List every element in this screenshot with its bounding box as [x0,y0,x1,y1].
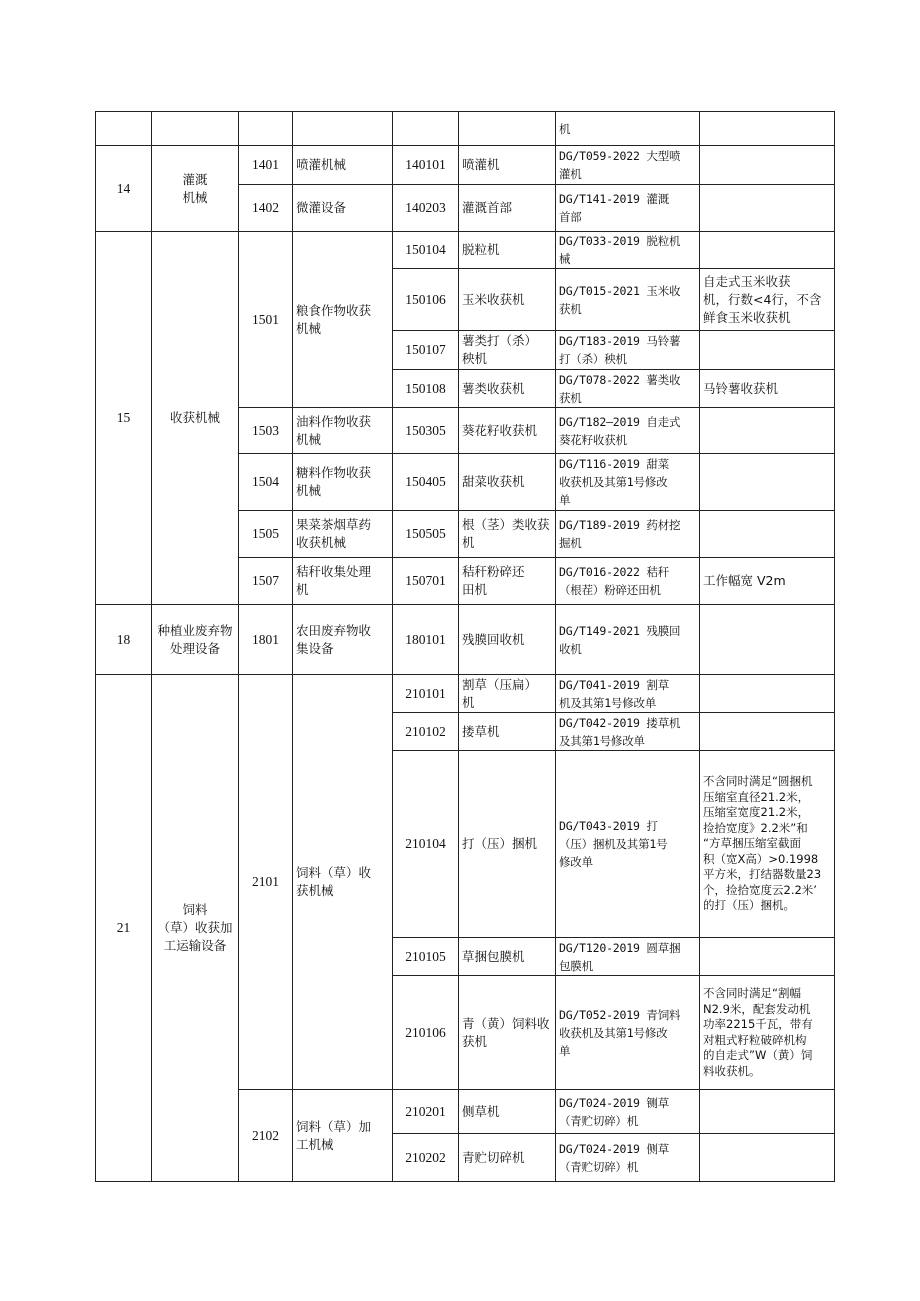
table-cell-standard: 机 [555,111,700,146]
table-cell-note [699,407,835,454]
table-cell-item-name: 喷灌机 [458,145,556,185]
table-cell-note [699,604,835,675]
table-cell-note [699,111,835,146]
table-cell-item-name: 搂草机 [458,712,556,751]
table-cell-standard: DG/T120-2019 圆草捆 包膜机 [555,937,700,976]
table-cell-item-name: 侧草机 [458,1089,556,1134]
table-cell-note: 马铃薯收获机 [699,369,835,408]
table-cell-sub-name: 油料作物收获 机械 [292,407,393,454]
table-cell-sub-code: 1402 [238,184,293,232]
table-cell-item-code: 140203 [392,184,459,232]
table-cell-item-name: 青贮切碎机 [458,1133,556,1182]
table-cell-seq: 21 [95,674,152,1182]
table-cell-note: 自走式玉米收获 机，行数<4行，不含 鲜食玉米收获机 [699,268,835,331]
table-cell-sub-name: 粮食作物收获 机械 [292,231,393,408]
table-cell-item-code [392,111,459,146]
table-cell-sub-name: 喷灌机械 [292,145,393,185]
table-cell-sub-name: 农田废弃物收 集设备 [292,604,393,675]
table-cell-item-name: 玉米收获机 [458,268,556,331]
table-cell-item-code: 140101 [392,145,459,185]
table-cell-standard: DG/T042-2019 搂草机 及其第1号修改单 [555,712,700,751]
table-cell-note [699,510,835,558]
table-cell-note [699,1133,835,1182]
table-cell-note [699,1089,835,1134]
table-cell-standard: DG/T189-2019 药材挖 掘机 [555,510,700,558]
table-cell-cat: 灌溉 机械 [151,145,239,232]
table-cell-item-code: 210102 [392,712,459,751]
table-cell-cat: 种植业废弃物 处理设备 [151,604,239,675]
table-cell-item-code: 150405 [392,453,459,511]
table-cell-sub-code [238,111,293,146]
table-cell-item-code: 150305 [392,407,459,454]
table-cell-standard: DG/T024-2019 铡草 （青贮切碎）机 [555,1089,700,1134]
table-cell-standard: DG/T183-2019 马铃薯 打（杀）秧机 [555,330,700,370]
table-cell-standard: DG/T016-2022 秸秆 （根茬）粉碎还田机 [555,557,700,605]
table-cell-sub-code: 1504 [238,453,293,511]
table-cell-item-code: 210104 [392,750,459,938]
table-cell-standard: DG/T041-2019 割草 机及其第1号修改单 [555,674,700,713]
table-cell-item-name: 残膜回收机 [458,604,556,675]
table-cell-seq [95,111,152,146]
table-cell-cat: 收获机械 [151,231,239,605]
table-cell-standard: DG/T078-2022 薯类收 获机 [555,369,700,408]
table-cell-item-code: 210101 [392,674,459,713]
table-cell-item-name: 秸秆粉碎还 田机 [458,557,556,605]
table-cell-sub-code: 1401 [238,145,293,185]
table-cell-sub-code: 2102 [238,1089,293,1182]
table-cell-cat [151,111,239,146]
table-cell-note [699,231,835,269]
table-cell-standard: DG/T033-2019 脱粒机 械 [555,231,700,269]
table-cell-note [699,330,835,370]
table-cell-standard: DG/T149-2021 残膜回 收机 [555,604,700,675]
table-cell-note [699,674,835,713]
table-cell-item-code: 210201 [392,1089,459,1134]
table-cell-sub-name: 糖料作物收获 机械 [292,453,393,511]
table-cell-item-name: 薯类打（杀） 秧机 [458,330,556,370]
table-cell-item-code: 180101 [392,604,459,675]
table-cell-note [699,453,835,511]
table-cell-note [699,712,835,751]
table-cell-item-name: 根（茎）类收获 机 [458,510,556,558]
table-cell-sub-name: 饲料（草）加 工机械 [292,1089,393,1182]
table-cell-note: 工作幅宽 V2m [699,557,835,605]
table-cell-sub-code: 1501 [238,231,293,408]
table-cell-item-code: 150106 [392,268,459,331]
table-cell-sub-code: 1503 [238,407,293,454]
table-cell-sub-name [292,111,393,146]
table-cell-note [699,937,835,976]
table-cell-item-name: 割草（压扁） 机 [458,674,556,713]
table-cell-sub-name: 饲料（草）收 获机械 [292,674,393,1090]
table-cell-item-name: 打（压）捆机 [458,750,556,938]
table-cell-item-code: 150505 [392,510,459,558]
table-cell-sub-code: 2101 [238,674,293,1090]
table-cell-sub-name: 微灌设备 [292,184,393,232]
table-cell-item-code: 150104 [392,231,459,269]
table-cell-sub-name: 秸秆收集处理 机 [292,557,393,605]
table-cell-standard: DG/T043-2019 打 （压）捆机及其第1号 修改单 [555,750,700,938]
table-cell-standard: DG/T015-2021 玉米收 获机 [555,268,700,331]
table-cell-note: 不含同时满足“割幅 N2.9米，配套发动机 功率2215千瓦，带有 对粗式籽粒破碎机构 的自走式”W（黄）饲 料收获机。 [699,975,835,1090]
table-cell-cat: 饲料 （草）收获加 工运输设备 [151,674,239,1182]
table-cell-item-name: 草捆包膜机 [458,937,556,976]
table-cell-item-name: 薯类收获机 [458,369,556,408]
table-cell-item-name: 灌溉首部 [458,184,556,232]
table-cell-sub-name: 果菜茶烟草药 收获机械 [292,510,393,558]
table-cell-note [699,145,835,185]
table-cell-item-code: 210202 [392,1133,459,1182]
table-cell-standard: DG/T116-2019 甜菜 收获机及其第1号修改 单 [555,453,700,511]
table-cell-item-code: 210106 [392,975,459,1090]
table-cell-seq: 18 [95,604,152,675]
table-cell-item-name: 甜菜收获机 [458,453,556,511]
table-cell-item-code: 150701 [392,557,459,605]
table-cell-standard: DG/T182—2019 自走式 葵花籽收获机 [555,407,700,454]
table-cell-seq: 15 [95,231,152,605]
table-cell-sub-code: 1505 [238,510,293,558]
table-cell-standard: DG/T141-2019 灌溉 首部 [555,184,700,232]
table-cell-item-name: 青（黄）饲料收 获机 [458,975,556,1090]
table-cell-note [699,184,835,232]
table-cell-item-name: 脱粒机 [458,231,556,269]
table-cell-standard: DG/T052-2019 青饲料 收获机及其第1号修改 单 [555,975,700,1090]
table-cell-sub-code: 1507 [238,557,293,605]
table-cell-seq: 14 [95,145,152,232]
table-cell-item-code: 150108 [392,369,459,408]
table-cell-sub-code: 1801 [238,604,293,675]
table-cell-standard: DG/T024-2019 侧草 （青贮切碎）机 [555,1133,700,1182]
table-cell-item-name: 葵花籽收获机 [458,407,556,454]
table-cell-note: 不含同时满足“圆捆机 压缩室直径21.2米， 压缩室宽度21.2米， 捡拾宽度》2.2米”和 “方草捆压缩室截面 积（宽X高）>0.1998 平方米，打结器数量23 个，捡拾宽度云2.2米’ 的打（压）捆机。 [699,750,835,938]
table-cell-item-code: 210105 [392,937,459,976]
table-cell-standard: DG/T059-2022 大型喷 灌机 [555,145,700,185]
table-cell-item-name [458,111,556,146]
table-cell-item-code: 150107 [392,330,459,370]
